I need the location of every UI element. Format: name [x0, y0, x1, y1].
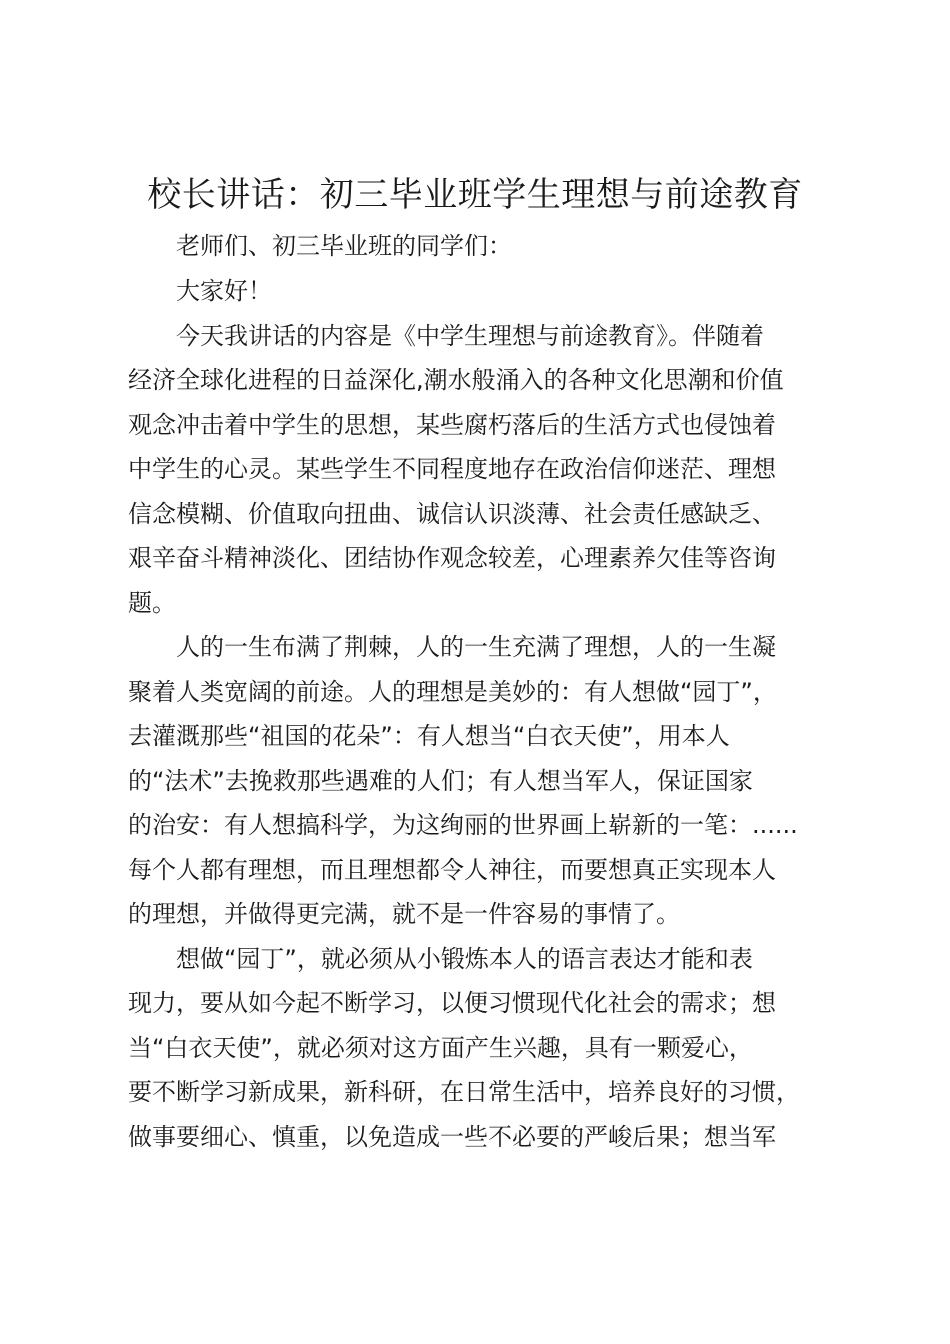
greeting: 大家好！ — [176, 277, 272, 305]
paragraph-2-line-5: 的治安：有人想搞科学，为这绚丽的世界画上崭新的一笔：...... — [128, 811, 798, 839]
paragraph-3-line-4: 要不断学习新成果，新科研，在日常生活中，培养良好的习惯， — [128, 1078, 800, 1106]
paragraph-3-line-1: 想做“园丁”，就必须从小锻炼本人的语言表达才能和表 — [176, 945, 753, 973]
paragraph-2-line-7: 的理想，并做得更完满，就不是一件容易的事情了。 — [128, 900, 680, 928]
paragraph-1-line-2: 经济全球化进程的日益深化,潮水般涌入的各种文化思潮和价值 — [128, 366, 784, 394]
paragraph-1-line-1: 今天我讲话的内容是《中学生理想与前途教育》。伴随着 — [176, 322, 764, 350]
paragraph-3-line-2: 现力，要从如今起不断学习，以便习惯现代化社会的需求；想 — [128, 989, 776, 1017]
salutation: 老师们、初三毕业班的同学们： — [176, 232, 512, 260]
paragraph-2-line-1: 人的一生布满了荆棘，人的一生充满了理想，人的一生凝 — [176, 633, 776, 661]
paragraph-1-line-7: 题。 — [128, 589, 176, 617]
paragraph-3-line-5: 做事要细心、慎重，以免造成一些不必要的严峻后果；想当军 — [128, 1123, 776, 1151]
paragraph-2-line-2: 聚着人类宽阔的前途。人的理想是美妙的：有人想做“园丁”， — [128, 678, 777, 706]
paragraph-1-line-3: 观念冲击着中学生的思想，某些腐朽落后的生活方式也侵蚀着 — [128, 411, 776, 439]
paragraph-1-line-5: 信念模糊、价值取向扭曲、诚信认识淡薄、社会责任感缺乏、 — [128, 500, 776, 528]
document-title: 校长讲话：初三毕业班学生理想与前途教育 — [147, 175, 803, 215]
paragraph-1-line-4: 中学生的心灵。某些学生不同程度地存在政治信仰迷茫、理想 — [128, 455, 776, 483]
paragraph-1-line-6: 艰辛奋斗精神淡化、团结协作观念较差，心理素养欠佳等咨询 — [128, 544, 776, 572]
paragraph-3-line-3: 当“白衣天使”，就必须对这方面产生兴趣，具有一颗爱心， — [128, 1034, 753, 1062]
paragraph-2-line-3: 去灌溉那些“祖国的花朵”：有人想当“白衣天使”，用本人 — [128, 722, 730, 750]
paragraph-2-line-4: 的“法术”去挽救那些遇难的人们；有人想当军人，保证国家 — [128, 767, 753, 795]
paragraph-2-line-6: 每个人都有理想，而且理想都令人神往，而要想真正实现本人 — [128, 856, 776, 884]
